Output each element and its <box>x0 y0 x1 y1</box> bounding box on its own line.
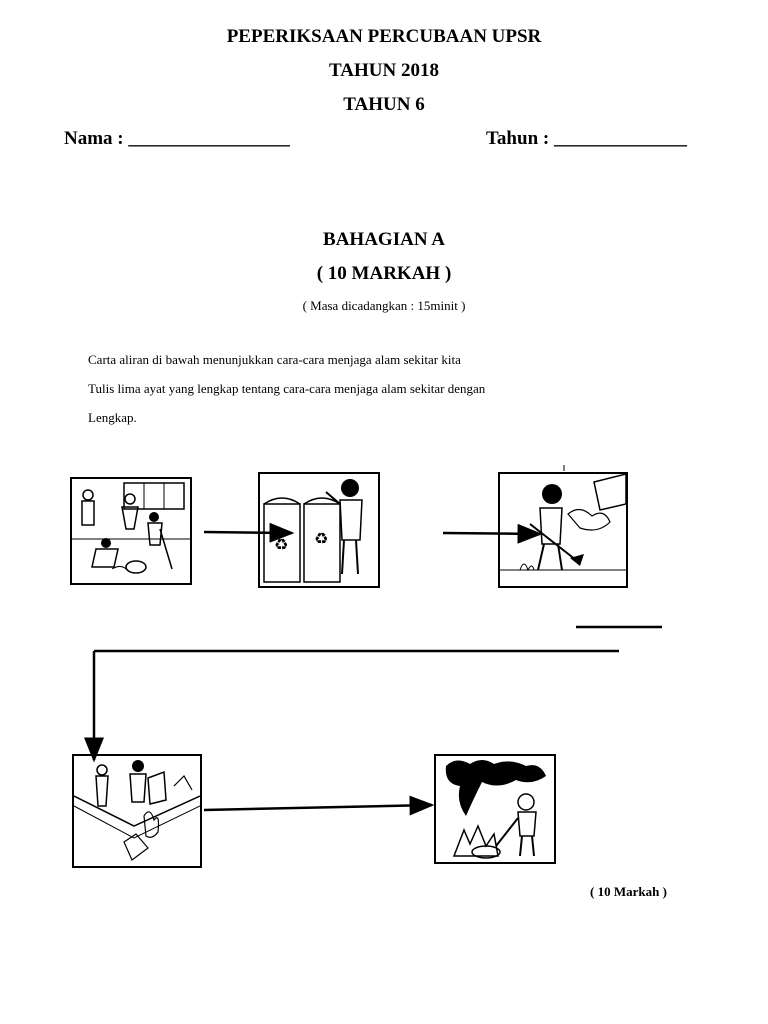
instruction-line-2: Tulis lima ayat yang lengkap tentang cara-cara menjaga alam sekitar dengan <box>88 381 486 396</box>
section-time: ( Masa dicadangkan : 15minit ) <box>302 298 466 313</box>
svg-text:♻: ♻ <box>314 529 329 548</box>
arrow-4-to-5 <box>204 805 432 810</box>
section-title: BAHAGIAN A <box>323 229 445 250</box>
year-field[interactable]: Tahun : ______________ <box>486 128 687 149</box>
arrow-2-to-3 <box>443 533 540 534</box>
section-marks: ( 10 MARKAH ) <box>316 263 452 284</box>
exam-grade: TAHUN 6 <box>343 94 425 115</box>
arrow-1-to-2 <box>204 532 292 533</box>
exam-year: TAHUN 2018 <box>329 60 439 81</box>
name-field[interactable]: Nama : _________________ <box>64 128 290 149</box>
svg-text:♻: ♻ <box>274 535 289 554</box>
instruction-line-1: Carta aliran di bawah menunjukkan cara-cara menjaga alam sekitar kita <box>88 352 461 367</box>
footer-marks: ( 10 Markah ) <box>590 884 667 899</box>
instruction-line-3: Lengkap. <box>88 410 137 425</box>
exam-title: PEPERIKSAAN PERCUBAAN UPSR <box>226 26 542 47</box>
